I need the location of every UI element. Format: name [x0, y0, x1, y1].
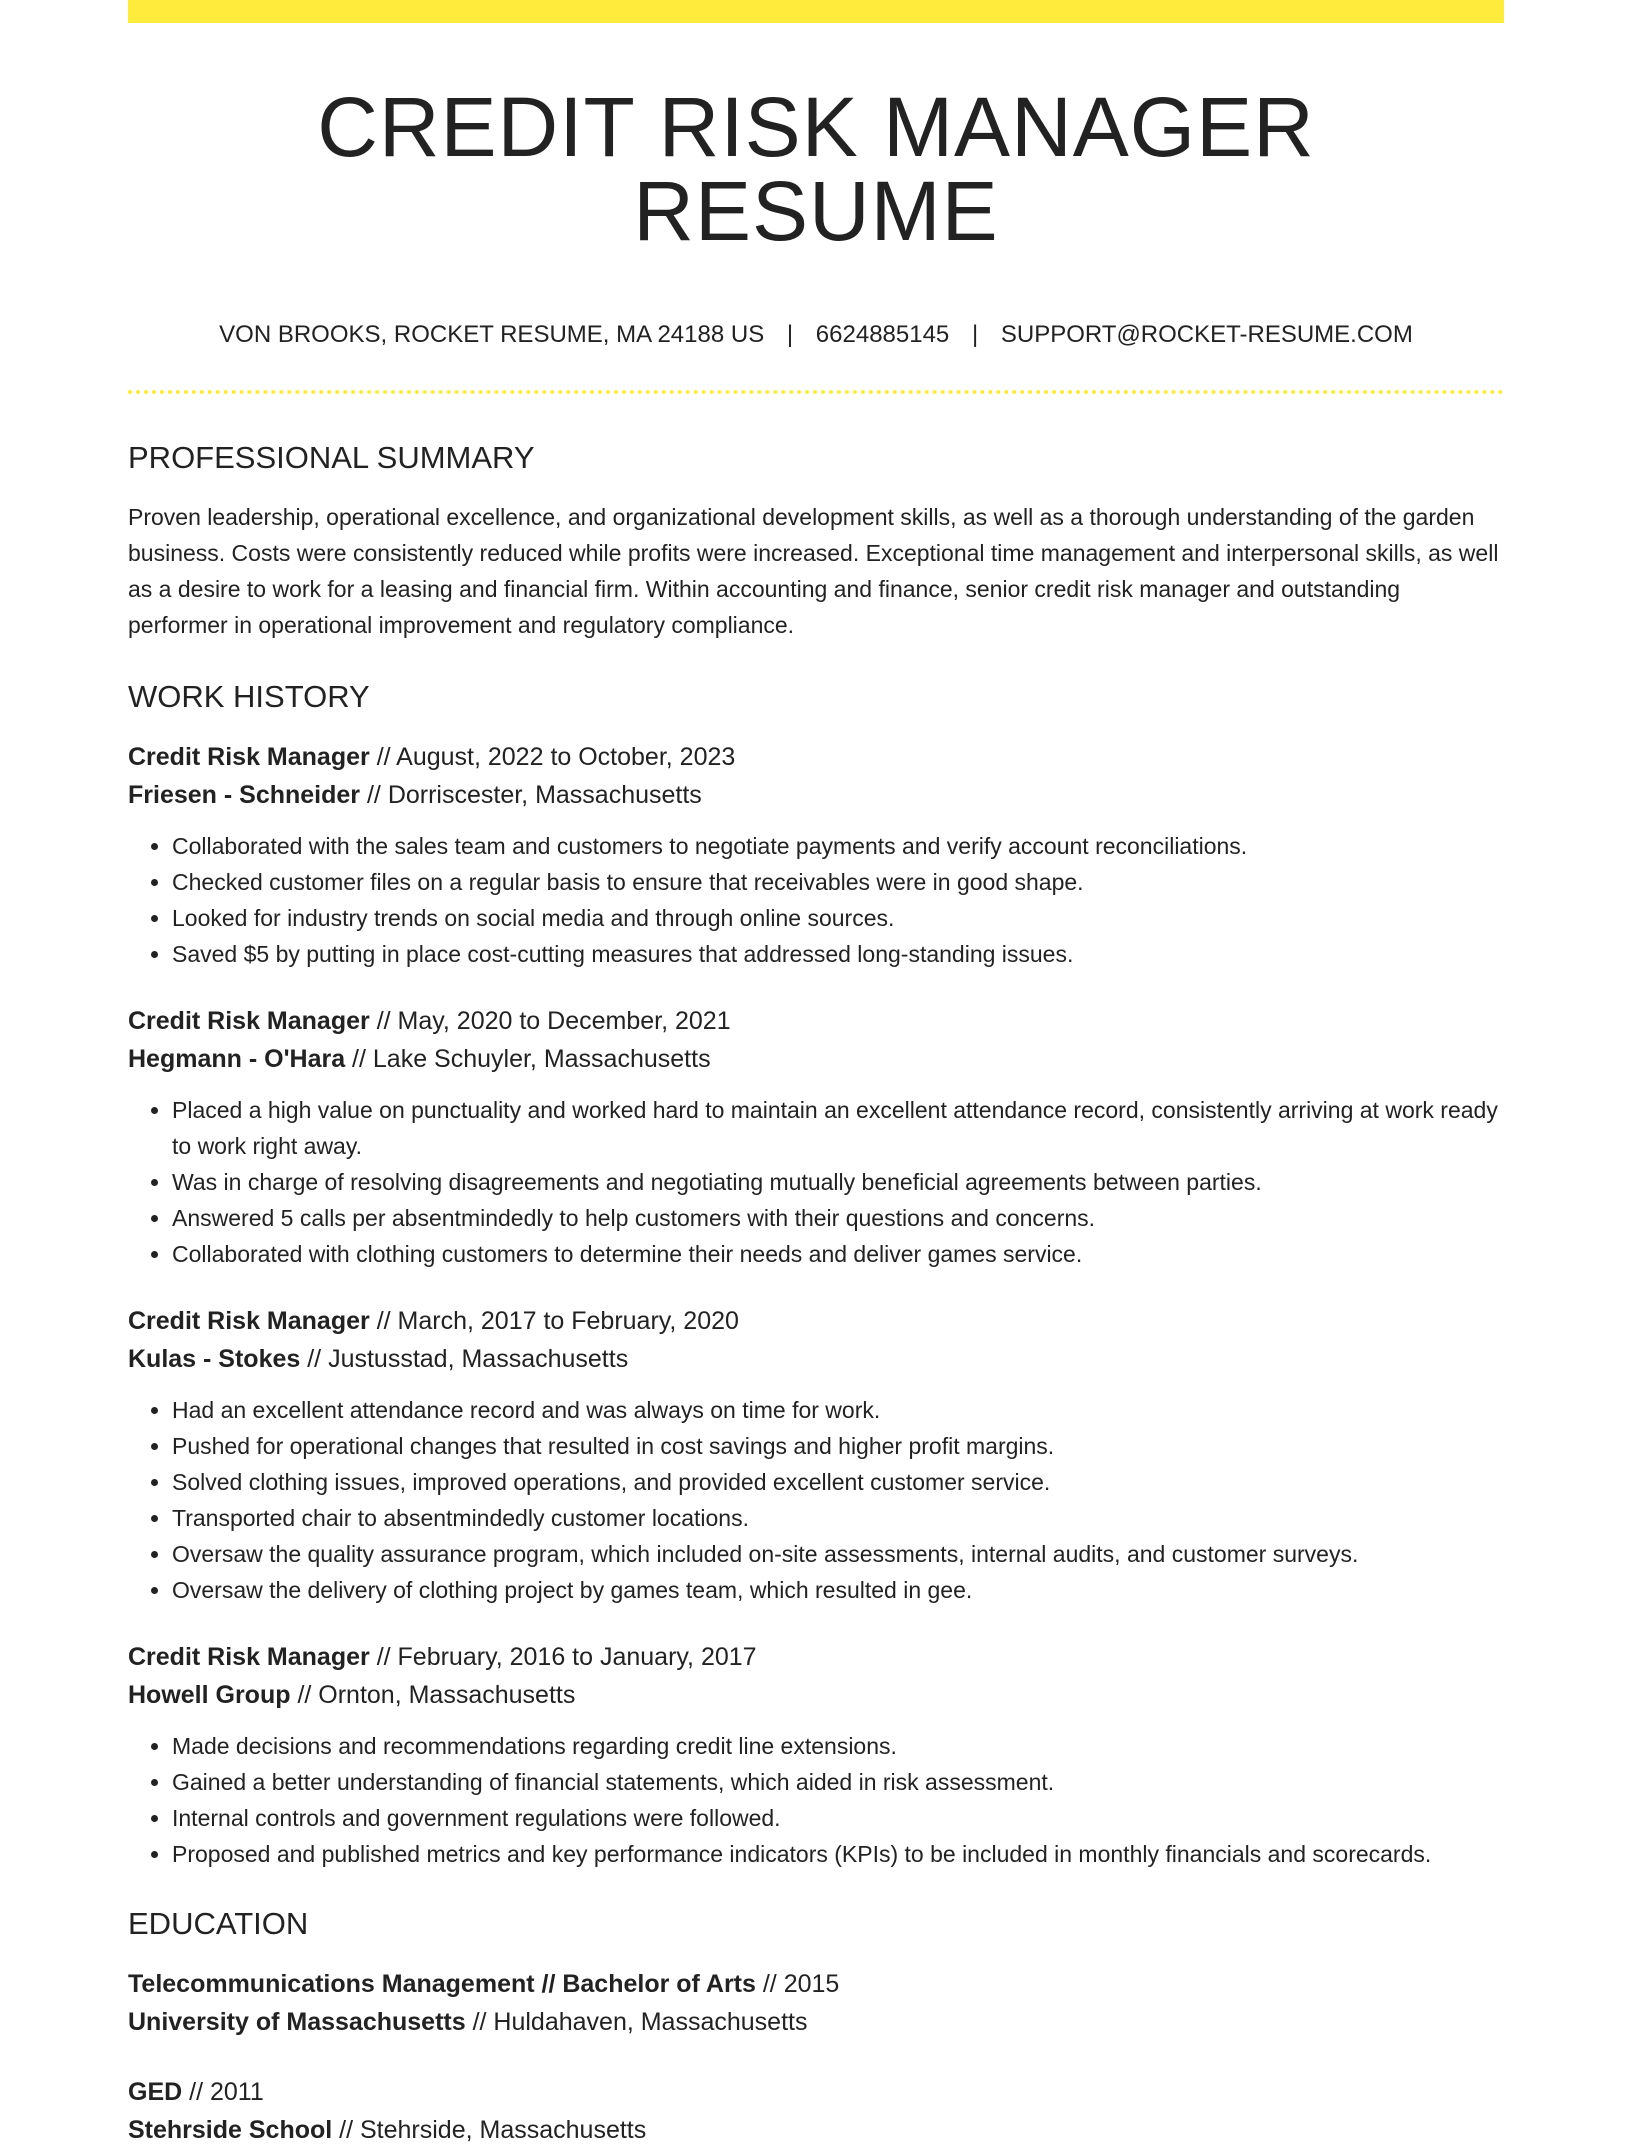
job-company: Howell Group — [128, 1681, 291, 1709]
job-title-line — [128, 1302, 1504, 1340]
education-location: // Huldahaven, Massachusetts — [465, 2008, 808, 2036]
bullet-item: • Pushed for operational changes that resulted in cost savings and higher profit margins. — [172, 1428, 1504, 1464]
job-dates: // August, 2022 to October, 2023 — [369, 743, 736, 771]
education-school: University of Massachusetts — [128, 2008, 466, 2036]
education-degree-line — [128, 1965, 1504, 2003]
bullet-item: • Made decisions and recommendations regarding credit line extensions. — [172, 1728, 1504, 1764]
education-school-line — [128, 2111, 1504, 2149]
job-bullets — [128, 828, 1504, 972]
bullet-item: • Transported chair to absentmindedly customer locations. — [172, 1500, 1504, 1536]
bullet-item: • Had an excellent attendance record and was always on time for work. — [172, 1392, 1504, 1428]
job-title: Credit Risk Manager — [128, 1643, 370, 1671]
job-bullets — [128, 1728, 1504, 1872]
bullet-item: • Saved $5 by putting in place cost-cutting measures that addressed long-standing issues. — [172, 936, 1504, 972]
job-title-line — [128, 1638, 1504, 1676]
job-company-line — [128, 1676, 1504, 1714]
top-accent-bar — [128, 0, 1504, 23]
bullet-item: • Oversaw the quality assurance program, which included on-site assessments, internal audits, and customer surveys. — [172, 1536, 1504, 1572]
summary-text: Proven leadership, operational excellence, and organizational development skills, as well as a thorough understanding of the garden business. Costs were consistently reduced while profits were increased. Exceptional time management and interpersonal skills, as well as a desire to work for a leasing and financial firm. Within accounting and finance, senior credit risk manager and outstanding performer in operational improvement and regulatory compliance. — [128, 504, 1499, 638]
education-entry — [128, 1965, 1504, 2041]
job-title-line — [128, 1002, 1504, 1040]
job-location: // Justusstad, Massachusetts — [300, 1345, 629, 1373]
bullet-item: • Placed a high value on punctuality and worked hard to maintain an excellent attendance record, consistently arriving at work ready to work right away. — [172, 1092, 1504, 1164]
education-location: // Stehrside, Massachusetts — [332, 2116, 647, 2144]
job-title: Credit Risk Manager — [128, 1007, 370, 1035]
job-dates: // February, 2016 to January, 2017 — [369, 1643, 757, 1671]
job-dates: // May, 2020 to December, 2021 — [369, 1007, 731, 1035]
bullet-item: • Collaborated with clothing customers to determine their needs and deliver games service. — [172, 1236, 1504, 1272]
education-school: Stehrside School — [128, 2116, 333, 2144]
bullet-item: • Answered 5 calls per absentmindedly to help customers with their questions and concerns. — [172, 1200, 1504, 1236]
contact-email: SUPPORT@ROCKET-RESUME.COM — [1000, 321, 1413, 348]
contact-line — [128, 323, 1504, 347]
bullet-item: • Looked for industry trends on social media and through online sources. — [172, 900, 1504, 936]
summary-heading: PROFESSIONAL SUMMARY — [128, 440, 535, 475]
job-company-line — [128, 776, 1504, 814]
education-year: // 2015 — [755, 1970, 840, 1998]
education-degree-line — [128, 2073, 1504, 2111]
bullet-item: • Internal controls and government regulations were followed. — [172, 1800, 1504, 1836]
education-degree: Telecommunications Management // Bachelor of Arts — [128, 1970, 756, 1998]
job-company: Hegmann - O'Hara — [128, 1045, 346, 1073]
bullet-item: • Oversaw the delivery of clothing project by games team, which resulted in gee. — [172, 1572, 1504, 1608]
job-location: // Ornton, Massachusetts — [290, 1681, 576, 1709]
bullet-item: • Solved clothing issues, improved operations, and provided excellent customer service. — [172, 1464, 1504, 1500]
job-bullets — [128, 1392, 1504, 1608]
education-degree: GED — [128, 2078, 183, 2106]
job-entry — [128, 1302, 1504, 1608]
job-title: Credit Risk Manager — [128, 1307, 370, 1335]
job-title: Credit Risk Manager — [128, 743, 370, 771]
education-heading: EDUCATION — [128, 1906, 309, 1941]
bullet-item: • Checked customer files on a regular basis to ensure that receivables were in good shape. — [172, 864, 1504, 900]
job-dates: // March, 2017 to February, 2020 — [369, 1307, 739, 1335]
bullet-item: • Proposed and published metrics and key performance indicators (KPIs) to be included in monthly financials and scorecards. — [172, 1836, 1504, 1872]
job-location: // Lake Schuyler, Massachusetts — [345, 1045, 711, 1073]
job-company-line — [128, 1040, 1504, 1078]
bullet-item: • Was in charge of resolving disagreements and negotiating mutually beneficial agreements between parties. — [172, 1164, 1504, 1200]
education-entry — [128, 2073, 1504, 2149]
job-title-line — [128, 738, 1504, 776]
dotted-divider — [128, 390, 1504, 394]
education-school-line — [128, 2003, 1504, 2041]
job-location: // Dorriscester, Massachusetts — [360, 781, 702, 809]
resume-title: CREDIT RISK MANAGER RESUME — [317, 80, 1315, 258]
job-company: Kulas - Stokes — [128, 1345, 301, 1373]
bullet-item: • Gained a better understanding of financial statements, which aided in risk assessment. — [172, 1764, 1504, 1800]
education-year: // 2011 — [182, 2078, 264, 2106]
job-company: Friesen - Schneider — [128, 781, 361, 809]
bullet-item: • Collaborated with the sales team and customers to negotiate payments and verify account reconciliations. — [172, 828, 1504, 864]
contact-address: VON BROOKS, ROCKET RESUME, MA 24188 US — [219, 321, 765, 348]
job-entry — [128, 738, 1504, 972]
job-company-line — [128, 1340, 1504, 1378]
job-entry — [128, 1638, 1504, 1872]
contact-separator: | — [786, 321, 794, 348]
contact-phone: 6624885145 — [815, 321, 950, 348]
work-history-heading: WORK HISTORY — [128, 679, 370, 714]
job-entry — [128, 1002, 1504, 1272]
contact-separator: | — [971, 321, 979, 348]
job-bullets — [128, 1092, 1504, 1272]
resume-page — [128, 0, 1504, 2149]
